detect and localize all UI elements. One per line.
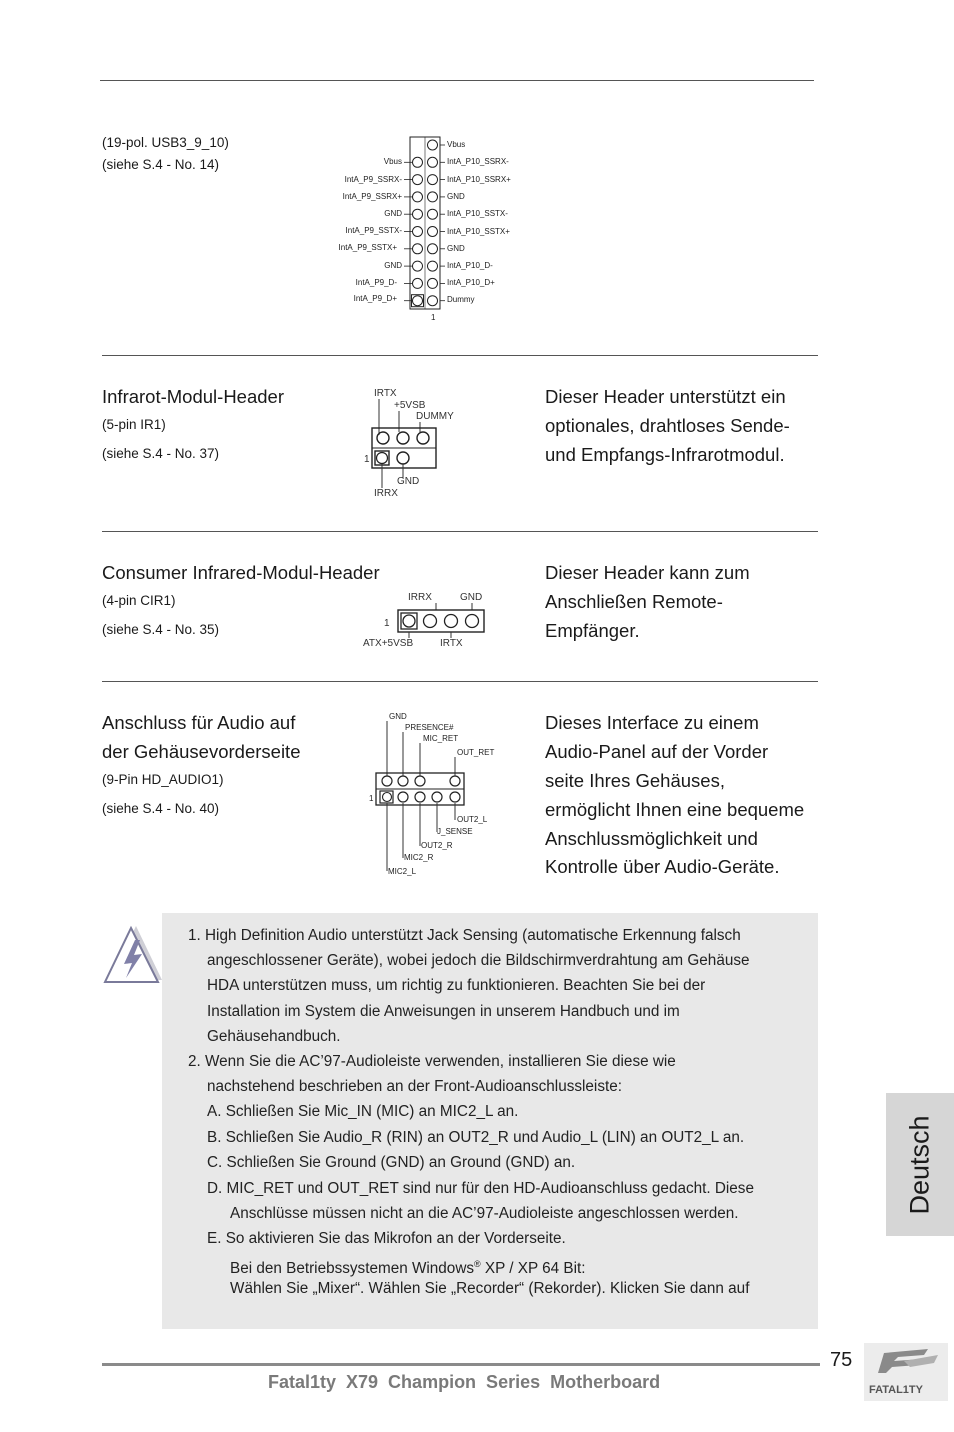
audio-header-desc-5: Anschlussmöglichkeit und xyxy=(545,828,758,849)
usb-right-pin-label: Dummy xyxy=(447,295,475,304)
note-line: Installation im System die Anweisungen in unserem Handbuch und im xyxy=(207,1003,680,1020)
ir-header-desc-3: und Empfangs-Infrarotmodul. xyxy=(545,444,785,465)
usb-pin xyxy=(428,192,438,202)
cir-label-irtx: IRTX xyxy=(440,638,463,649)
audio-header-desc-6: Kontrolle über Audio-Geräte. xyxy=(545,856,780,877)
cir-header-ref: (siehe S.4 - No. 35) xyxy=(102,622,220,637)
note-line: B. Schließen Sie Audio_R (RIN) an OUT2_R und Audio_L (LIN) an OUT2_L an. xyxy=(207,1129,745,1146)
audio-header-desc-1: Dieses Interface zu einem xyxy=(545,712,759,733)
audio-label-mic2-l: MIC2_L xyxy=(388,867,417,876)
note-windows-text: Bei den Betriebssystemen Windows xyxy=(230,1260,475,1278)
note-line: C. Schließen Sie Ground (GND) an Ground (GND) an. xyxy=(207,1154,576,1171)
usb-right-pin-label: IntA_P10_SSTX- xyxy=(447,209,508,218)
note-line: 1. High Definition Audio unterstützt Jack Sensing (automatische Erkennung falsch xyxy=(188,927,741,944)
page-number: 75 xyxy=(830,1349,853,1371)
note-xp-text: XP / XP 64 Bit: xyxy=(480,1260,586,1278)
section-divider xyxy=(102,531,818,532)
cir-label-atx: ATX+5VSB xyxy=(363,638,414,649)
note-line: Gehäusehandbuch. xyxy=(207,1028,341,1045)
cir-label-irrx: IRRX xyxy=(408,592,432,603)
usb-pin xyxy=(428,278,438,288)
usb-left-pin-label: IntA_P9_SSTX- xyxy=(345,226,402,235)
ir-label-dummy: DUMMY xyxy=(416,411,454,422)
language-tab xyxy=(886,1093,954,1236)
usb-pin xyxy=(413,278,423,288)
ir-label-gnd: GND xyxy=(397,476,420,487)
audio-header-ref: (siehe S.4 - No. 40) xyxy=(102,801,220,816)
usb-pin xyxy=(428,157,438,167)
usb-pin xyxy=(428,209,438,219)
audio-label-out-ret: OUT_RET xyxy=(457,748,495,757)
cir-header-desc-3: Empfänger. xyxy=(545,620,640,641)
ir-header-title: Infrarot-Modul-Header xyxy=(102,386,284,407)
usb-right-pin-label: IntA_P10_D+ xyxy=(447,278,495,287)
usb-pin xyxy=(428,261,438,271)
ir-header-ref: (siehe S.4 - No. 37) xyxy=(102,446,220,461)
cir-header-desc-1: Dieser Header kann zum xyxy=(545,562,750,583)
section-divider xyxy=(102,355,818,356)
note-line: Wählen Sie „Mixer“. Wählen Sie „Recorder“ (Rekorder). Klicken Sie dann auf xyxy=(230,1280,750,1297)
fatal1ty-logo xyxy=(864,1343,948,1401)
usb-right-pin-label: IntA_P10_SSRX- xyxy=(447,157,509,166)
usb-left-pin-label: GND xyxy=(384,209,402,218)
note-line xyxy=(230,1254,586,1279)
usb-pin xyxy=(428,140,438,150)
note-line: 2. Wenn Sie die AC’97-Audioleiste verwenden, installieren Sie diese wie xyxy=(188,1053,676,1070)
registered-mark: ® xyxy=(474,1259,481,1269)
audio-label-out2-r: OUT2_R xyxy=(421,841,453,850)
usb-header-name: (19-pol. USB3_9_10) xyxy=(102,135,229,150)
audio-label-presence: PRESENCE# xyxy=(405,723,454,732)
audio-label-gnd: GND xyxy=(389,712,407,721)
usb-pin1-label: 1 xyxy=(431,313,436,322)
note-line: angeschlossener Geräte), wobei jedoch die Bildschirmverdrahtung am Gehäuse xyxy=(207,952,750,969)
usb-left-pin-label: IntA_P9_SSRX+ xyxy=(342,192,402,201)
audio-header-pins: (9-Pin HD_AUDIO1) xyxy=(102,772,224,787)
audio-header-desc-3: seite Ihres Gehäuses, xyxy=(545,770,725,791)
audio-label-pin1: 1 xyxy=(369,794,374,803)
usb-right-pin-label: IntA_P10_D- xyxy=(447,261,493,270)
note-line: nachstehend beschrieben an der Front-Audioanschlussleiste: xyxy=(207,1078,622,1095)
usb-pin xyxy=(428,175,438,185)
usb-right-pin-label: IntA_P10_SSRX+ xyxy=(447,175,511,184)
cir-label-gnd: GND xyxy=(460,592,483,603)
usb-header-ref: (siehe S.4 - No. 14) xyxy=(102,157,220,172)
usb-left-pin-label: IntA_P9_D- xyxy=(355,278,397,287)
usb-header-diagram xyxy=(320,135,540,325)
audio-header-title-1: Anschluss für Audio auf xyxy=(102,712,296,733)
usb-left-pin-label: IntA_P9_SSTX+ xyxy=(338,243,397,252)
ir-header-pins: (5-pin IR1) xyxy=(102,417,166,432)
audio-label-out2-l: OUT2_L xyxy=(457,815,488,824)
footer-product: Fatal1ty X79 Champion Series Motherboard xyxy=(268,1372,661,1392)
cir-header-desc-2: Anschließen Remote- xyxy=(545,591,723,612)
usb-left-pin-label: IntA_P9_D+ xyxy=(353,294,397,303)
cir-label-pin1: 1 xyxy=(384,618,390,629)
usb-right-pin-label: GND xyxy=(447,244,465,253)
language-tab-label: Deutsch xyxy=(904,1114,935,1215)
audio-label-j-sense: J_SENSE xyxy=(437,827,473,836)
cir-header-pins: (4-pin CIR1) xyxy=(102,593,176,608)
audio-label-mic2-r: MIC2_R xyxy=(404,853,434,862)
usb-pin xyxy=(413,175,423,185)
audio-label-mic-ret: MIC_RET xyxy=(423,734,459,743)
ir-header-desc-1: Dieser Header unterstützt ein xyxy=(545,386,786,407)
usb-left-pin-label: IntA_P9_SSRX- xyxy=(344,175,402,184)
usb-left-pin-label: Vbus xyxy=(383,157,402,166)
ir-header-diagram xyxy=(360,384,470,499)
ir-label-irrx: IRRX xyxy=(374,488,398,499)
note-line: Anschlüsse müssen nicht an die AC’97-Audioleiste angeschlossen werden. xyxy=(230,1205,739,1222)
cir-header-title: Consumer Infrared-Modul-Header xyxy=(102,562,380,583)
usb-right-pin-label: GND xyxy=(447,192,465,201)
section-divider xyxy=(102,681,818,682)
usb-pin-label-top: Vbus xyxy=(447,140,466,149)
audio-header-title-2: der Gehäusevorderseite xyxy=(102,741,301,762)
usb-pin xyxy=(413,192,423,202)
note-line: A. Schließen Sie Mic_IN (MIC) an MIC2_L an. xyxy=(207,1103,519,1120)
usb-pin xyxy=(428,296,438,306)
ir-label-irtx: IRTX xyxy=(374,388,397,399)
usb-pin xyxy=(413,296,423,306)
audio-header-desc-2: Audio-Panel auf der Vorder xyxy=(545,741,769,762)
audio-header-desc-4: ermöglicht Ihnen eine bequeme xyxy=(545,799,805,820)
ir-header-desc-2: optionales, drahtloses Sende- xyxy=(545,415,790,436)
top-rule xyxy=(100,80,814,81)
note-line: D. MIC_RET und OUT_RET sind nur für den HD-Audioanschluss gedacht. Diese xyxy=(207,1180,754,1197)
usb-pin xyxy=(413,157,423,167)
usb-pin xyxy=(413,227,423,237)
cir-header-diagram xyxy=(360,586,500,652)
fatal1ty-logo-text: FATAL1TY xyxy=(869,1384,923,1396)
footer-rule xyxy=(102,1363,820,1366)
note-line: HDA unterstützen muss, um richtig zu funktionieren. Beachten Sie bei der xyxy=(207,977,706,994)
ir-label-5vsb: +5VSB xyxy=(394,400,426,411)
usb-right-pin-label: IntA_P10_SSTX+ xyxy=(447,227,510,236)
usb-pin xyxy=(428,227,438,237)
usb-pin xyxy=(413,261,423,271)
usb-left-pin-label: GND xyxy=(384,261,402,270)
note-line: E. So aktivieren Sie das Mikrofon an der Vorderseite. xyxy=(207,1230,566,1247)
usb-pin xyxy=(428,244,438,254)
audio-header-diagram xyxy=(365,708,510,880)
ir-label-pin1: 1 xyxy=(364,454,370,465)
usb-pin xyxy=(413,244,423,254)
warning-icon xyxy=(102,924,164,986)
usb-pin xyxy=(413,209,423,219)
